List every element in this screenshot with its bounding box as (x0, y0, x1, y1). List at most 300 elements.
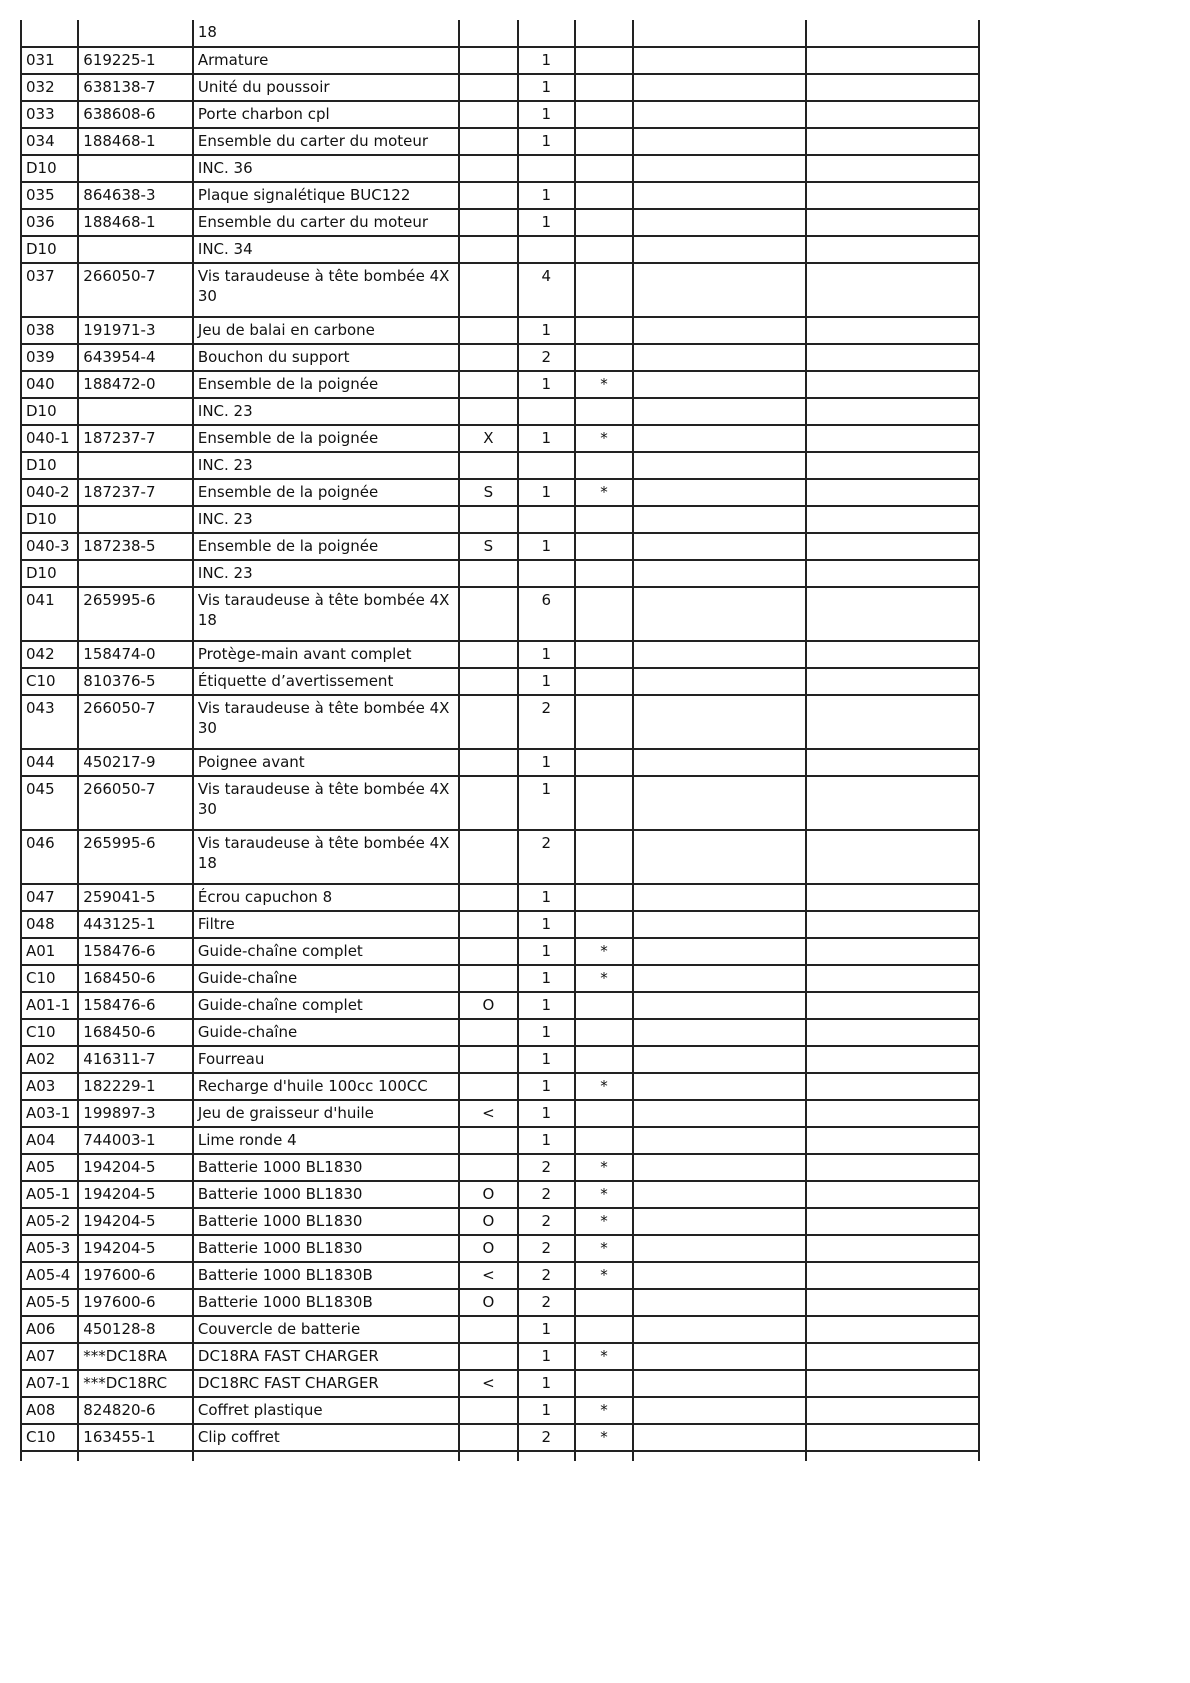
empty-cell (633, 884, 806, 911)
note-cell: O (459, 1289, 517, 1316)
ref-cell (21, 20, 78, 47)
quantity-cell: 6 (518, 587, 575, 641)
quantity-cell: 2 (518, 830, 575, 884)
empty-cell (633, 479, 806, 506)
ref-cell: A07-1 (21, 1370, 78, 1397)
table-row (21, 47, 979, 74)
part-number-cell: 187238-5 (78, 533, 193, 560)
quantity-cell: 1 (518, 47, 575, 74)
ref-cell: 044 (21, 749, 78, 776)
quantity-cell: 1 (518, 884, 575, 911)
description-cell: Bouchon du support (193, 344, 459, 371)
note-cell (459, 128, 517, 155)
empty-cell (633, 1451, 806, 1461)
table-row (21, 452, 979, 479)
note-cell: S (459, 533, 517, 560)
marker-cell: * (575, 965, 633, 992)
table-row (21, 965, 979, 992)
quantity-cell: 1 (518, 1370, 575, 1397)
marker-cell (575, 101, 633, 128)
note-cell (459, 398, 517, 425)
description-cell: Lime ronde 4 (193, 1127, 459, 1154)
marker-cell (575, 560, 633, 587)
description-cell: Batterie 1000 BL1830 (193, 1208, 459, 1235)
empty-cell (633, 1154, 806, 1181)
part-number-cell (78, 20, 193, 47)
quantity-cell: 1 (518, 1343, 575, 1370)
note-cell (459, 1046, 517, 1073)
table-row (21, 1154, 979, 1181)
quantity-cell: 2 (518, 1235, 575, 1262)
marker-cell (575, 155, 633, 182)
parts-table-body (21, 20, 979, 1461)
description-cell: Ensemble de la poignée (193, 371, 459, 398)
note-cell: O (459, 1181, 517, 1208)
empty-cell (806, 425, 979, 452)
note-cell (459, 1316, 517, 1343)
note-cell (459, 182, 517, 209)
empty-cell (806, 695, 979, 749)
ref-cell: C10 (21, 668, 78, 695)
note-cell: X (459, 425, 517, 452)
empty-cell (633, 128, 806, 155)
empty-cell (633, 992, 806, 1019)
note-cell: O (459, 1208, 517, 1235)
description-cell: Ensemble de la poignée (193, 533, 459, 560)
empty-cell (633, 1019, 806, 1046)
ref-cell: A02 (21, 1046, 78, 1073)
quantity-cell: 2 (518, 1208, 575, 1235)
table-row (21, 938, 979, 965)
part-number-cell: ***DC18RC (78, 1370, 193, 1397)
note-cell (459, 371, 517, 398)
table-row (21, 236, 979, 263)
quantity-cell: 1 (518, 1316, 575, 1343)
marker-cell (575, 668, 633, 695)
empty-cell (633, 1073, 806, 1100)
quantity-cell: 2 (518, 344, 575, 371)
note-cell: < (459, 1100, 517, 1127)
description-cell: Filtre (193, 911, 459, 938)
part-number-cell: 168450-6 (78, 965, 193, 992)
empty-cell (633, 506, 806, 533)
ref-cell: 047 (21, 884, 78, 911)
empty-cell (633, 209, 806, 236)
description-cell: INC. 36 (193, 155, 459, 182)
marker-cell (575, 452, 633, 479)
note-cell (459, 1127, 517, 1154)
empty-cell (633, 101, 806, 128)
marker-cell: * (575, 1208, 633, 1235)
part-number-cell: 158474-0 (78, 641, 193, 668)
description-cell: Ensemble de la poignée (193, 479, 459, 506)
note-cell (459, 1424, 517, 1451)
description-cell: Clip coffret (193, 1424, 459, 1451)
empty-cell (633, 1343, 806, 1370)
note-cell (459, 830, 517, 884)
empty-cell (806, 344, 979, 371)
table-row (21, 776, 979, 830)
part-number-cell: 194204-5 (78, 1154, 193, 1181)
note-cell (459, 587, 517, 641)
ref-cell: 041 (21, 587, 78, 641)
empty-cell (806, 884, 979, 911)
part-number-cell: 188468-1 (78, 209, 193, 236)
description-cell: Guide-chaîne complet (193, 992, 459, 1019)
marker-cell: * (575, 479, 633, 506)
quantity-cell: 1 (518, 101, 575, 128)
table-row (21, 425, 979, 452)
part-number-cell (78, 398, 193, 425)
ref-cell: A05-5 (21, 1289, 78, 1316)
empty-cell (806, 1424, 979, 1451)
ref-cell: A01-1 (21, 992, 78, 1019)
description-cell: Protège-main avant complet (193, 641, 459, 668)
ref-cell: A05-3 (21, 1235, 78, 1262)
empty-cell (633, 1127, 806, 1154)
description-cell: Unité du poussoir (193, 74, 459, 101)
table-row (21, 317, 979, 344)
table-row-continuation (21, 1451, 979, 1461)
quantity-cell: 1 (518, 371, 575, 398)
empty-cell (633, 398, 806, 425)
table-row (21, 1046, 979, 1073)
quantity-cell: 2 (518, 1262, 575, 1289)
note-cell (459, 47, 517, 74)
empty-cell (806, 47, 979, 74)
part-number-cell: 259041-5 (78, 884, 193, 911)
description-cell: Recharge d'huile 100cc 100CC (193, 1073, 459, 1100)
marker-cell (575, 20, 633, 47)
part-number-cell: 638138-7 (78, 74, 193, 101)
marker-cell (575, 1289, 633, 1316)
ref-cell: A03 (21, 1073, 78, 1100)
quantity-cell: 1 (518, 749, 575, 776)
description-cell: Batterie 1000 BL1830 (193, 1154, 459, 1181)
empty-cell (806, 236, 979, 263)
empty-cell (806, 938, 979, 965)
description-cell: Jeu de balai en carbone (193, 317, 459, 344)
marker-cell (575, 236, 633, 263)
description-cell: DC18RC FAST CHARGER (193, 1370, 459, 1397)
ref-cell: 040-2 (21, 479, 78, 506)
ref-cell: A07 (21, 1343, 78, 1370)
empty-cell (633, 938, 806, 965)
quantity-cell: 1 (518, 479, 575, 506)
empty-cell (806, 1316, 979, 1343)
marker-cell: * (575, 1424, 633, 1451)
note-cell (459, 884, 517, 911)
ref-cell: 048 (21, 911, 78, 938)
empty-cell (633, 1046, 806, 1073)
marker-cell: * (575, 1397, 633, 1424)
table-row (21, 884, 979, 911)
description-cell: Poignee avant (193, 749, 459, 776)
part-number-cell: 864638-3 (78, 182, 193, 209)
empty-cell (806, 479, 979, 506)
part-number-cell: 199897-3 (78, 1100, 193, 1127)
note-cell (459, 155, 517, 182)
table-row (21, 533, 979, 560)
empty-cell (806, 1451, 979, 1461)
empty-cell (806, 1289, 979, 1316)
empty-cell (633, 20, 806, 47)
table-row (21, 506, 979, 533)
ref-cell: A08 (21, 1397, 78, 1424)
marker-cell (575, 398, 633, 425)
table-row (21, 1289, 979, 1316)
table-row (21, 1424, 979, 1451)
description-cell: Jeu de graisseur d'huile (193, 1100, 459, 1127)
note-cell (459, 965, 517, 992)
marker-cell (575, 992, 633, 1019)
note-cell (459, 1073, 517, 1100)
empty-cell (806, 830, 979, 884)
quantity-cell: 2 (518, 1289, 575, 1316)
table-row (21, 830, 979, 884)
empty-cell (806, 317, 979, 344)
table-row (21, 479, 979, 506)
table-row (21, 263, 979, 317)
table-row (21, 1397, 979, 1424)
description-cell: Vis taraudeuse à tête bombée 4X 18 (193, 587, 459, 641)
table-row (21, 1181, 979, 1208)
table-row (21, 20, 979, 47)
part-number-cell: 187237-7 (78, 425, 193, 452)
quantity-cell: 1 (518, 425, 575, 452)
empty-cell (806, 992, 979, 1019)
empty-cell (633, 74, 806, 101)
empty-cell (193, 1451, 459, 1461)
empty-cell (633, 641, 806, 668)
marker-cell (575, 1316, 633, 1343)
marker-cell (575, 749, 633, 776)
marker-cell: * (575, 1181, 633, 1208)
empty-cell (806, 74, 979, 101)
marker-cell (575, 1019, 633, 1046)
part-number-cell: 194204-5 (78, 1208, 193, 1235)
part-number-cell: 197600-6 (78, 1289, 193, 1316)
ref-cell: D10 (21, 506, 78, 533)
quantity-cell (518, 236, 575, 263)
marker-cell (575, 263, 633, 317)
empty-cell (806, 1181, 979, 1208)
table-row (21, 1208, 979, 1235)
part-number-cell: 182229-1 (78, 1073, 193, 1100)
empty-cell (78, 1451, 193, 1461)
empty-cell (806, 641, 979, 668)
marker-cell (575, 1370, 633, 1397)
table-row (21, 749, 979, 776)
description-cell: Armature (193, 47, 459, 74)
empty-cell (806, 1046, 979, 1073)
note-cell: O (459, 1235, 517, 1262)
description-cell: Ensemble de la poignée (193, 425, 459, 452)
marker-cell (575, 830, 633, 884)
quantity-cell (518, 155, 575, 182)
part-number-cell: 638608-6 (78, 101, 193, 128)
ref-cell: 040-1 (21, 425, 78, 452)
note-cell (459, 74, 517, 101)
note-cell (459, 317, 517, 344)
part-number-cell: 163455-1 (78, 1424, 193, 1451)
part-number-cell: 619225-1 (78, 47, 193, 74)
marker-cell (575, 1046, 633, 1073)
empty-cell (633, 182, 806, 209)
table-row (21, 1127, 979, 1154)
marker-cell: * (575, 1343, 633, 1370)
ref-cell: 042 (21, 641, 78, 668)
empty-cell (806, 560, 979, 587)
description-cell: INC. 23 (193, 398, 459, 425)
description-cell: Ensemble du carter du moteur (193, 128, 459, 155)
quantity-cell: 2 (518, 1154, 575, 1181)
description-cell: Guide-chaîne (193, 965, 459, 992)
ref-cell: 035 (21, 182, 78, 209)
empty-cell (806, 371, 979, 398)
empty-cell (806, 1073, 979, 1100)
quantity-cell: 1 (518, 992, 575, 1019)
quantity-cell: 1 (518, 1127, 575, 1154)
ref-cell: 039 (21, 344, 78, 371)
empty-cell (806, 128, 979, 155)
ref-cell: D10 (21, 398, 78, 425)
ref-cell: 046 (21, 830, 78, 884)
marker-cell (575, 695, 633, 749)
note-cell (459, 1343, 517, 1370)
marker-cell (575, 74, 633, 101)
ref-cell: A06 (21, 1316, 78, 1343)
description-cell: Fourreau (193, 1046, 459, 1073)
empty-cell (459, 1451, 517, 1461)
description-cell: Vis taraudeuse à tête bombée 4X 30 (193, 776, 459, 830)
part-number-cell: ***DC18RA (78, 1343, 193, 1370)
note-cell: S (459, 479, 517, 506)
ref-cell: 045 (21, 776, 78, 830)
marker-cell (575, 1127, 633, 1154)
ref-cell: A05 (21, 1154, 78, 1181)
marker-cell: * (575, 1235, 633, 1262)
table-row (21, 371, 979, 398)
description-cell: Porte charbon cpl (193, 101, 459, 128)
part-number-cell: 158476-6 (78, 938, 193, 965)
note-cell: O (459, 992, 517, 1019)
note-cell (459, 209, 517, 236)
description-cell: Guide-chaîne complet (193, 938, 459, 965)
part-number-cell: 194204-5 (78, 1235, 193, 1262)
marker-cell (575, 209, 633, 236)
description-cell: Batterie 1000 BL1830 (193, 1181, 459, 1208)
empty-cell (633, 1235, 806, 1262)
quantity-cell: 1 (518, 911, 575, 938)
table-row (21, 1100, 979, 1127)
quantity-cell: 2 (518, 695, 575, 749)
quantity-cell: 1 (518, 641, 575, 668)
marker-cell: * (575, 1073, 633, 1100)
empty-cell (806, 1100, 979, 1127)
marker-cell (575, 587, 633, 641)
empty-cell (633, 749, 806, 776)
empty-cell (633, 776, 806, 830)
marker-cell (575, 506, 633, 533)
marker-cell (575, 776, 633, 830)
marker-cell (575, 533, 633, 560)
part-number-cell: 188468-1 (78, 128, 193, 155)
ref-cell: A05-2 (21, 1208, 78, 1235)
description-cell: Vis taraudeuse à tête bombée 4X 18 (193, 830, 459, 884)
description-cell: Étiquette d’avertissement (193, 668, 459, 695)
part-number-cell (78, 236, 193, 263)
empty-cell (633, 1370, 806, 1397)
marker-cell (575, 344, 633, 371)
note-cell (459, 20, 517, 47)
empty-cell (518, 1451, 575, 1461)
marker-cell: * (575, 425, 633, 452)
ref-cell: 043 (21, 695, 78, 749)
empty-cell (806, 209, 979, 236)
part-number-cell: 265995-6 (78, 587, 193, 641)
empty-cell (806, 1370, 979, 1397)
note-cell (459, 911, 517, 938)
empty-cell (806, 1343, 979, 1370)
part-number-cell: 416311-7 (78, 1046, 193, 1073)
marker-cell (575, 911, 633, 938)
description-cell: Batterie 1000 BL1830B (193, 1289, 459, 1316)
note-cell (459, 506, 517, 533)
quantity-cell: 1 (518, 1073, 575, 1100)
empty-cell (633, 695, 806, 749)
ref-cell: A04 (21, 1127, 78, 1154)
marker-cell: * (575, 1262, 633, 1289)
marker-cell (575, 884, 633, 911)
empty-cell (806, 587, 979, 641)
marker-cell (575, 1100, 633, 1127)
empty-cell (633, 47, 806, 74)
empty-cell (806, 1397, 979, 1424)
part-number-cell: 266050-7 (78, 695, 193, 749)
note-cell (459, 1397, 517, 1424)
empty-cell (633, 425, 806, 452)
note-cell (459, 695, 517, 749)
empty-cell (633, 587, 806, 641)
table-row (21, 1262, 979, 1289)
ref-cell: D10 (21, 236, 78, 263)
empty-cell (806, 452, 979, 479)
quantity-cell: 1 (518, 1100, 575, 1127)
note-cell (459, 641, 517, 668)
marker-cell (575, 47, 633, 74)
note-cell (459, 452, 517, 479)
part-number-cell: 194204-5 (78, 1181, 193, 1208)
description-cell: Batterie 1000 BL1830 (193, 1235, 459, 1262)
part-number-cell: 187237-7 (78, 479, 193, 506)
empty-cell (633, 1100, 806, 1127)
description-cell: INC. 23 (193, 452, 459, 479)
ref-cell: C10 (21, 1019, 78, 1046)
quantity-cell: 2 (518, 1424, 575, 1451)
description-cell: Vis taraudeuse à tête bombée 4X 30 (193, 263, 459, 317)
note-cell (459, 263, 517, 317)
empty-cell (633, 533, 806, 560)
table-row (21, 560, 979, 587)
description-cell: Plaque signalétique BUC122 (193, 182, 459, 209)
note-cell (459, 1019, 517, 1046)
ref-cell: A03-1 (21, 1100, 78, 1127)
table-row (21, 911, 979, 938)
quantity-cell: 1 (518, 74, 575, 101)
empty-cell (633, 317, 806, 344)
table-row (21, 209, 979, 236)
